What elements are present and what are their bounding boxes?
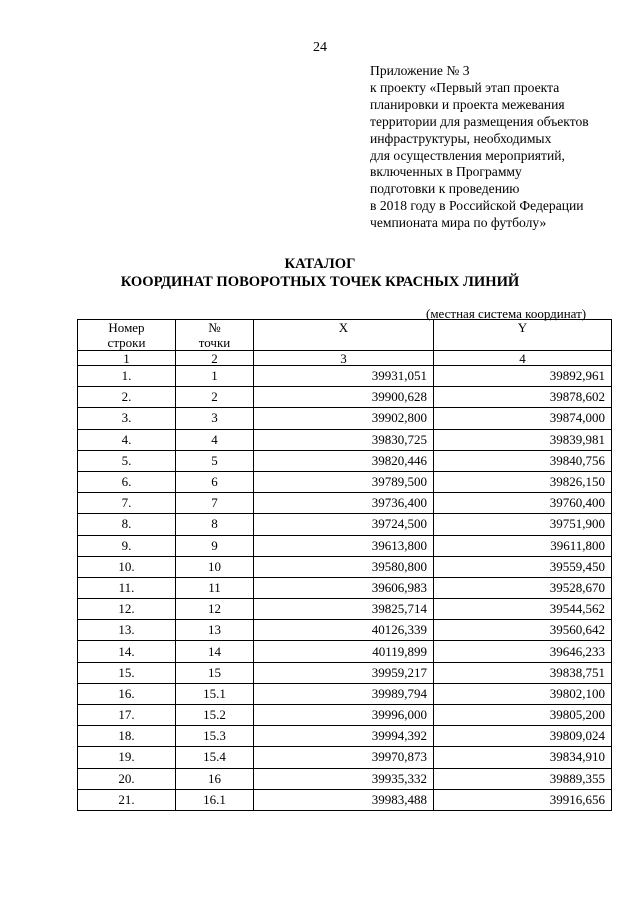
row-number-cell: 13. — [78, 620, 176, 641]
x-coordinate-cell: 39959,217 — [254, 662, 434, 683]
point-number-cell: 15.3 — [176, 726, 254, 747]
table-row — [78, 768, 612, 789]
table-row — [78, 514, 612, 535]
point-number-cell: 4 — [176, 429, 254, 450]
table-row — [78, 705, 612, 726]
x-coordinate-cell: 39935,332 — [254, 768, 434, 789]
table-row — [78, 599, 612, 620]
table-row — [78, 471, 612, 492]
appendix-line: инфраструктуры, необходимых — [370, 130, 552, 146]
header-x: X — [254, 320, 434, 351]
y-coordinate-cell: 39544,562 — [434, 599, 612, 620]
page-number: 24 — [313, 40, 327, 55]
point-number-cell: 6 — [176, 471, 254, 492]
x-coordinate-cell: 39931,051 — [254, 366, 434, 387]
table-row — [78, 535, 612, 556]
table-row — [78, 366, 612, 387]
row-number-cell: 10. — [78, 556, 176, 577]
header-point-number: № точки — [176, 320, 254, 351]
point-number-cell: 5 — [176, 450, 254, 471]
x-coordinate-cell: 39902,800 — [254, 408, 434, 429]
y-coordinate-cell: 39826,150 — [434, 471, 612, 492]
table-row — [78, 726, 612, 747]
table-row — [78, 789, 612, 810]
table-header-row — [78, 320, 612, 351]
row-number-cell: 7. — [78, 493, 176, 514]
x-coordinate-cell: 39606,983 — [254, 577, 434, 598]
x-coordinate-cell: 39825,714 — [254, 599, 434, 620]
header-row-number: Номер строки — [78, 320, 176, 351]
appendix-line: включенных в Программу — [370, 164, 522, 180]
column-index: 1 — [78, 351, 176, 366]
appendix-line: подготовки к проведению — [370, 181, 520, 197]
row-number-cell: 18. — [78, 726, 176, 747]
x-coordinate-cell: 39970,873 — [254, 747, 434, 768]
appendix-line: чемпионата мира по футболу» — [370, 215, 547, 231]
point-number-cell: 12 — [176, 599, 254, 620]
appendix-line: территории для размещения объектов — [370, 113, 589, 129]
row-number-cell: 3. — [78, 408, 176, 429]
table-row — [78, 408, 612, 429]
table-row — [78, 493, 612, 514]
table-row — [78, 556, 612, 577]
point-number-cell: 8 — [176, 514, 254, 535]
row-number-cell: 4. — [78, 429, 176, 450]
x-coordinate-cell: 39736,400 — [254, 493, 434, 514]
appendix-line: для осуществления мероприятий, — [370, 147, 565, 163]
row-number-cell: 15. — [78, 662, 176, 683]
y-coordinate-cell: 39802,100 — [434, 683, 612, 704]
x-coordinate-cell: 39580,800 — [254, 556, 434, 577]
row-number-cell: 14. — [78, 641, 176, 662]
point-number-cell: 15.4 — [176, 747, 254, 768]
header-y: Y — [434, 320, 612, 351]
table-row — [78, 429, 612, 450]
appendix-block — [370, 63, 632, 232]
table-row — [78, 747, 612, 768]
y-coordinate-cell: 39889,355 — [434, 768, 612, 789]
column-index-row — [78, 351, 612, 366]
row-number-cell: 1. — [78, 366, 176, 387]
coordinates-table — [77, 319, 612, 811]
y-coordinate-cell: 39751,900 — [434, 514, 612, 535]
table-row — [78, 641, 612, 662]
point-number-cell: 7 — [176, 493, 254, 514]
appendix-line: планировки и проекта межевания — [370, 96, 565, 112]
catalog-subtitle: КООРДИНАТ ПОВОРОТНЫХ ТОЧЕК КРАСНЫХ ЛИНИЙ — [120, 274, 520, 290]
point-number-cell: 16.1 — [176, 789, 254, 810]
x-coordinate-cell: 39996,000 — [254, 705, 434, 726]
column-index: 4 — [434, 351, 612, 366]
point-number-cell: 9 — [176, 535, 254, 556]
row-number-cell: 11. — [78, 577, 176, 598]
x-coordinate-cell: 40119,899 — [254, 641, 434, 662]
appendix-line: Приложение № 3 — [370, 63, 470, 78]
x-coordinate-cell: 39983,488 — [254, 789, 434, 810]
y-coordinate-cell: 39840,756 — [434, 450, 612, 471]
table-row — [78, 577, 612, 598]
x-coordinate-cell: 40126,339 — [254, 620, 434, 641]
x-coordinate-cell: 39994,392 — [254, 726, 434, 747]
x-coordinate-cell: 39830,725 — [254, 429, 434, 450]
row-number-cell: 19. — [78, 747, 176, 768]
column-index: 3 — [254, 351, 434, 366]
catalog-title-block — [0, 255, 640, 291]
row-number-cell: 8. — [78, 514, 176, 535]
point-number-cell: 14 — [176, 641, 254, 662]
y-coordinate-cell: 39916,656 — [434, 789, 612, 810]
y-coordinate-cell: 39878,602 — [434, 387, 612, 408]
y-coordinate-cell: 39611,800 — [434, 535, 612, 556]
point-number-cell: 2 — [176, 387, 254, 408]
x-coordinate-cell: 39989,794 — [254, 683, 434, 704]
x-coordinate-cell: 39613,800 — [254, 535, 434, 556]
appendix-line: к проекту «Первый этап проекта — [370, 79, 560, 95]
point-number-cell: 3 — [176, 408, 254, 429]
y-coordinate-cell: 39528,670 — [434, 577, 612, 598]
point-number-cell: 15 — [176, 662, 254, 683]
point-number-cell: 16 — [176, 768, 254, 789]
y-coordinate-cell: 39834,910 — [434, 747, 612, 768]
y-coordinate-cell: 39839,981 — [434, 429, 612, 450]
row-number-cell: 20. — [78, 768, 176, 789]
appendix-line: в 2018 году в Российской Федерации — [370, 198, 584, 214]
row-number-cell: 6. — [78, 471, 176, 492]
row-number-cell: 2. — [78, 387, 176, 408]
point-number-cell: 11 — [176, 577, 254, 598]
row-number-cell: 9. — [78, 535, 176, 556]
table-row — [78, 450, 612, 471]
y-coordinate-cell: 39809,024 — [434, 726, 612, 747]
catalog-title: КАТАЛОГ — [284, 256, 356, 272]
row-number-cell: 16. — [78, 683, 176, 704]
column-index: 2 — [176, 351, 254, 366]
x-coordinate-cell: 39789,500 — [254, 471, 434, 492]
point-number-cell: 10 — [176, 556, 254, 577]
point-number-cell: 13 — [176, 620, 254, 641]
y-coordinate-cell: 39838,751 — [434, 662, 612, 683]
table-row — [78, 387, 612, 408]
point-number-cell: 1 — [176, 366, 254, 387]
x-coordinate-cell: 39900,628 — [254, 387, 434, 408]
table-row — [78, 620, 612, 641]
row-number-cell: 17. — [78, 705, 176, 726]
point-number-cell: 15.2 — [176, 705, 254, 726]
x-coordinate-cell: 39724,500 — [254, 514, 434, 535]
table-row — [78, 662, 612, 683]
y-coordinate-cell: 39874,000 — [434, 408, 612, 429]
y-coordinate-cell: 39646,233 — [434, 641, 612, 662]
y-coordinate-cell: 39760,400 — [434, 493, 612, 514]
point-number-cell: 15.1 — [176, 683, 254, 704]
y-coordinate-cell: 39805,200 — [434, 705, 612, 726]
table-row — [78, 683, 612, 704]
y-coordinate-cell: 39559,450 — [434, 556, 612, 577]
x-coordinate-cell: 39820,446 — [254, 450, 434, 471]
y-coordinate-cell: 39560,642 — [434, 620, 612, 641]
row-number-cell: 21. — [78, 789, 176, 810]
y-coordinate-cell: 39892,961 — [434, 366, 612, 387]
coordinate-system-note: (местная система координат) — [426, 306, 587, 321]
row-number-cell: 5. — [78, 450, 176, 471]
row-number-cell: 12. — [78, 599, 176, 620]
